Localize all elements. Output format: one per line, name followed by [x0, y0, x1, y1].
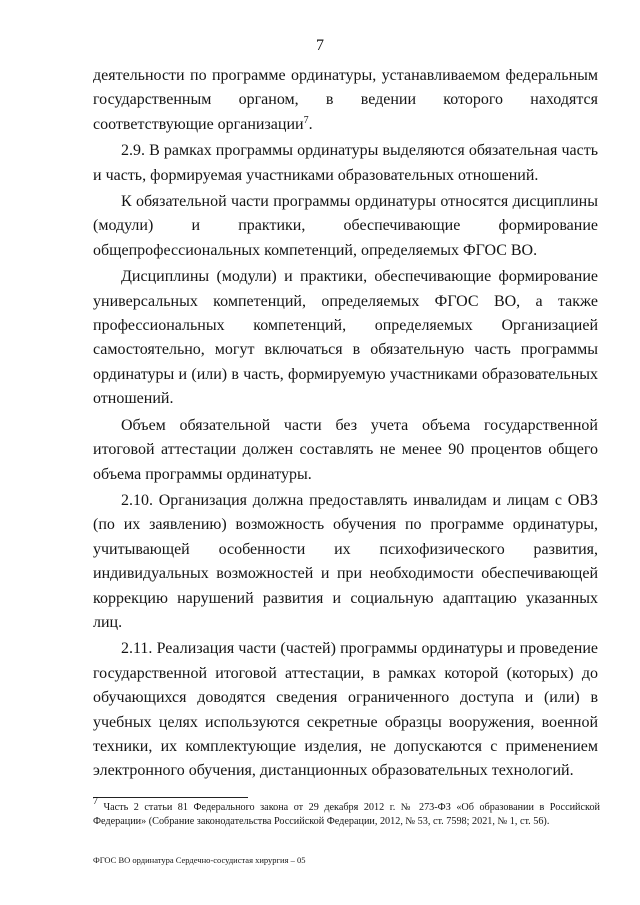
- paragraph-volume: Объем обязательной части без учета объема государственной итоговой аттестации должен составлять не менее 90 процентов общего объема программы ординатуры.: [93, 416, 598, 483]
- footnote-text: Часть 2 статьи 81 Федерального закона от 29 декабря 2012 г. № 273-ФЗ «Об образовании в Российской Федерации» (Собрание законодательства Российской Федерации, 2012, № 53, ст. 7598; 2021, № 1, ст. 56).: [93, 802, 600, 827]
- paragraph-mandatory-part: К обязательной части программы ординатуры относятся дисциплины (модули) и практики, обеспечивающие формирование общепрофессиональных компетенций, определяемых ФГОС ВО.: [93, 193, 598, 259]
- document-body: [93, 64, 598, 786]
- paragraph-text: деятельности по программе ординатуры, устанавливаемом федеральным государственным органом, в ведении которого находятся соответствующие организации: [93, 67, 598, 133]
- footnote-ref: 7: [303, 114, 309, 126]
- paragraph-disciplines: Дисциплины (модули) и практики, обеспечивающие формирование универсальных компетенций, определяемых ФГОС ВО, а также профессиональных компетенций, определяемых Организацией самостоятельно, могут включаться в обязательную часть программы ординатуры и (или) в часть, формируемую участниками образовательных отношений.: [93, 268, 598, 408]
- paragraph-2-11: 2.11. Реализация части (частей) программы ординатуры и проведение государственной итоговой аттестации, в рамках которой (которых) до обучающихся доводятся сведения ограниченного доступа и (или) в учебных целях используются секретные образцы вооружения, военной техники, их комплектующие изделия, не допускаются с применением электронного обучения, дистанционных образовательных технологий.: [93, 640, 598, 780]
- paragraph-2-9: 2.9. В рамках программы ординатуры выделяются обязательная часть и часть, формируемая участниками образовательных отношений.: [93, 142, 598, 184]
- page-footer: ФГОС ВО ординатура Сердечно-сосудистая хирургия – 05: [93, 855, 306, 865]
- footnote-marker: 7: [93, 796, 98, 807]
- page-number: 7: [316, 37, 324, 54]
- paragraph-tail: .: [308, 115, 313, 133]
- paragraph-2-10: 2.10. Организация должна предоставлять инвалидам и лицам с ОВЗ (по их заявлению) возможность обучения по программе ординатуры, учитывающей особенности их психофизического развития, индивидуальных возможностей и при необходимости обеспечивающей коррекцию нарушений развития и социальную адаптацию указанных лиц.: [93, 491, 598, 631]
- footnote-separator: [93, 797, 248, 798]
- footnote: [93, 796, 600, 829]
- paragraph-continuation: [93, 64, 598, 137]
